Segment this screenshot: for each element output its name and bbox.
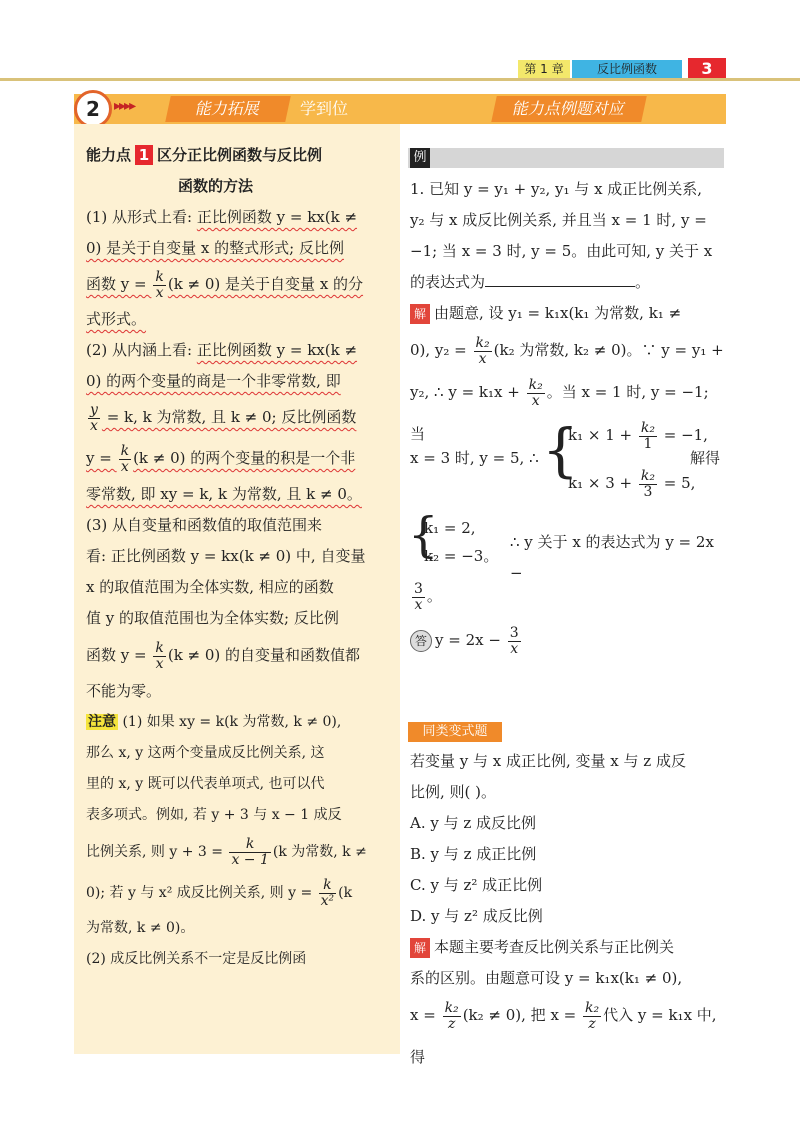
- note-tag: 注意: [88, 714, 116, 730]
- para-range: (3) 从自变量和函数值的取值范围来 看: 正比例函数 y = kx(k ≠ 0) 中, 自变量 x 的取值范围为全体实数, 相应的函数 值 y 的取值范围也为全体实数; 反比例 函数 y = $\frac{k}{x}$ (k ≠ 0) 的自变量和函数值都 不能为零。: [86, 516, 366, 700]
- solution-badge: 解: [410, 304, 430, 324]
- para-meaning: (2) 从内涵上看: 正比例函数 y = kx(k ≠ 0) 的两个变量的商是一个非零常数, 即 $\frac{y}{x}$ = k, k 为常数, 且 k ≠ 0; 反比例函数 y = $\frac{k}{x}$ (k ≠ 0) 的两个变量的积是一个非 零常数, 即 xy = k, k 为常数, 且 k ≠ 0。: [86, 341, 362, 503]
- para-form: (1) 从形式上看: 正比例函数 y = kx(k ≠ 0) 是关于自变量 x 的整式形式; 反比例 函数 y = $\frac{k}{x}$ (k ≠ 0) 是关于自变量 x 的分 式形式。: [86, 208, 364, 328]
- section-title-left: 能力拓展: [165, 96, 291, 122]
- question: 1. 已知 y = y₁ + y₂, y₁ 与 x 成正比例关系, y₂ 与 x 成反比例关系, 并且当 x = 1 时, y = −1; 当 x = 3 时, y = 5。由此可知, y 关于 x 的表达式为 。: [410, 180, 713, 291]
- arrows-icon: ▸▸▸▸: [114, 98, 135, 114]
- solution-result: { k₁ = 2, k₂ = −3。 ∴ y 关于 x 的表达式为 y = 2x −: [408, 507, 714, 582]
- page-number: 3: [688, 58, 726, 80]
- ability-heading-line2: 函数的方法: [178, 177, 254, 195]
- variant-question: 若变量 y 与 x 成正比例, 变量 x 与 z 成反 比例, 则( )。 A. y 与 z 成反比例 B. y 与 z 成正比例 C. y 与 z² 成正比例 D. y 与 z² 成反比例 解 本题主要考查反比例关系与正比例关 系的区别。由题意可设 y = k₁x(k₁ ≠ 0), x = $\frac{\text{k₂}}{z}$ (k₂ ≠ 0), 把 x = $\frac{\text{k₂}}{z}$ 代入 y = k₁x 中, 得: [410, 746, 728, 1036]
- left-column-content: [86, 140, 396, 975]
- solution: 解 由题意, 设 y₁ = k₁x(k₁ 为常数, k₁ ≠ 0), y₂ = $\frac{\text{k₂}}{x}$ (k₂ 为常数, k₂ ≠ 0)。∵ y = y₁ + y₂, ∴ y = k₁x + $\frac{\text{k₂}}{x}$ 。当 x = 1 时, y = −1; 当 x = 3 时, y = 5, ∴ { k₁ × 1 + $\frac{\text{k₂}}{1}$ = −1, k₁ × 3 + $\frac{\text{k₂}}{3}$ = 5, 解得 { k₁ = 2, k₂ = −3。 ∴ y 关于 x 的表达式为 y = 2x − $\frac{3}{x}$ 。: [410, 298, 728, 617]
- option-b[interactable]: B. y 与 z 成正比例: [410, 845, 537, 863]
- variant-question-badge: 同类变式题: [408, 722, 502, 742]
- chapter-chip: 第 1 章: [518, 60, 570, 78]
- header-rule: [0, 78, 800, 81]
- example-content: [410, 174, 728, 663]
- answer-badge: 答: [410, 630, 432, 652]
- example-badge: 例: [410, 148, 430, 168]
- chapter-title-chip: 反比例函数: [572, 60, 682, 78]
- equation-system: x = 3 时, y = 5, ∴ { k₁ × 1 + $\frac{\text{k₂}}{1}$ = −1, k₁ × 3 + $\frac{\text{k₂}}{3}$ = 5, 解得: [410, 416, 721, 500]
- option-c[interactable]: C. y 与 z² 成正比例: [410, 876, 543, 894]
- answer-line: 答 y = 2x − $\frac{3}{x}$: [410, 617, 728, 663]
- ability-number: 1: [135, 145, 153, 165]
- section-title-right: 能力点例题对应: [491, 96, 647, 122]
- section-number-badge: 2: [74, 90, 112, 128]
- ability-heading: 能力点 1 区分正比例函数与反比例: [86, 146, 323, 164]
- answer-blank: [485, 272, 635, 287]
- variant-solution-badge: 解: [410, 938, 430, 958]
- section-title-middle: 学到位: [300, 99, 349, 118]
- note-block: 注意 (1) 如果 xy = k(k 为常数, k ≠ 0), 那么 x, y 这两个变量成反比例关系, 这 里的 x, y 既可以代表单项式, 也可以代 表多项式。例如, 若 y + 3 与 x − 1 成反 比例关系, 则 y + 3 = $\frac{k}{x - 1}$ (k 为常数, k ≠ 0); 若 y 与 x² 成反比例关系, 则 y = $\frac{k}{\text{x²}}$ (k 为常数, k ≠ 0)。 (2) 成反比例关系不一定是反比例函: [86, 714, 367, 967]
- option-d[interactable]: D. y 与 z² 成反比例: [410, 907, 543, 925]
- example-bar: [408, 148, 724, 168]
- option-a[interactable]: A. y 与 z 成反比例: [410, 814, 537, 832]
